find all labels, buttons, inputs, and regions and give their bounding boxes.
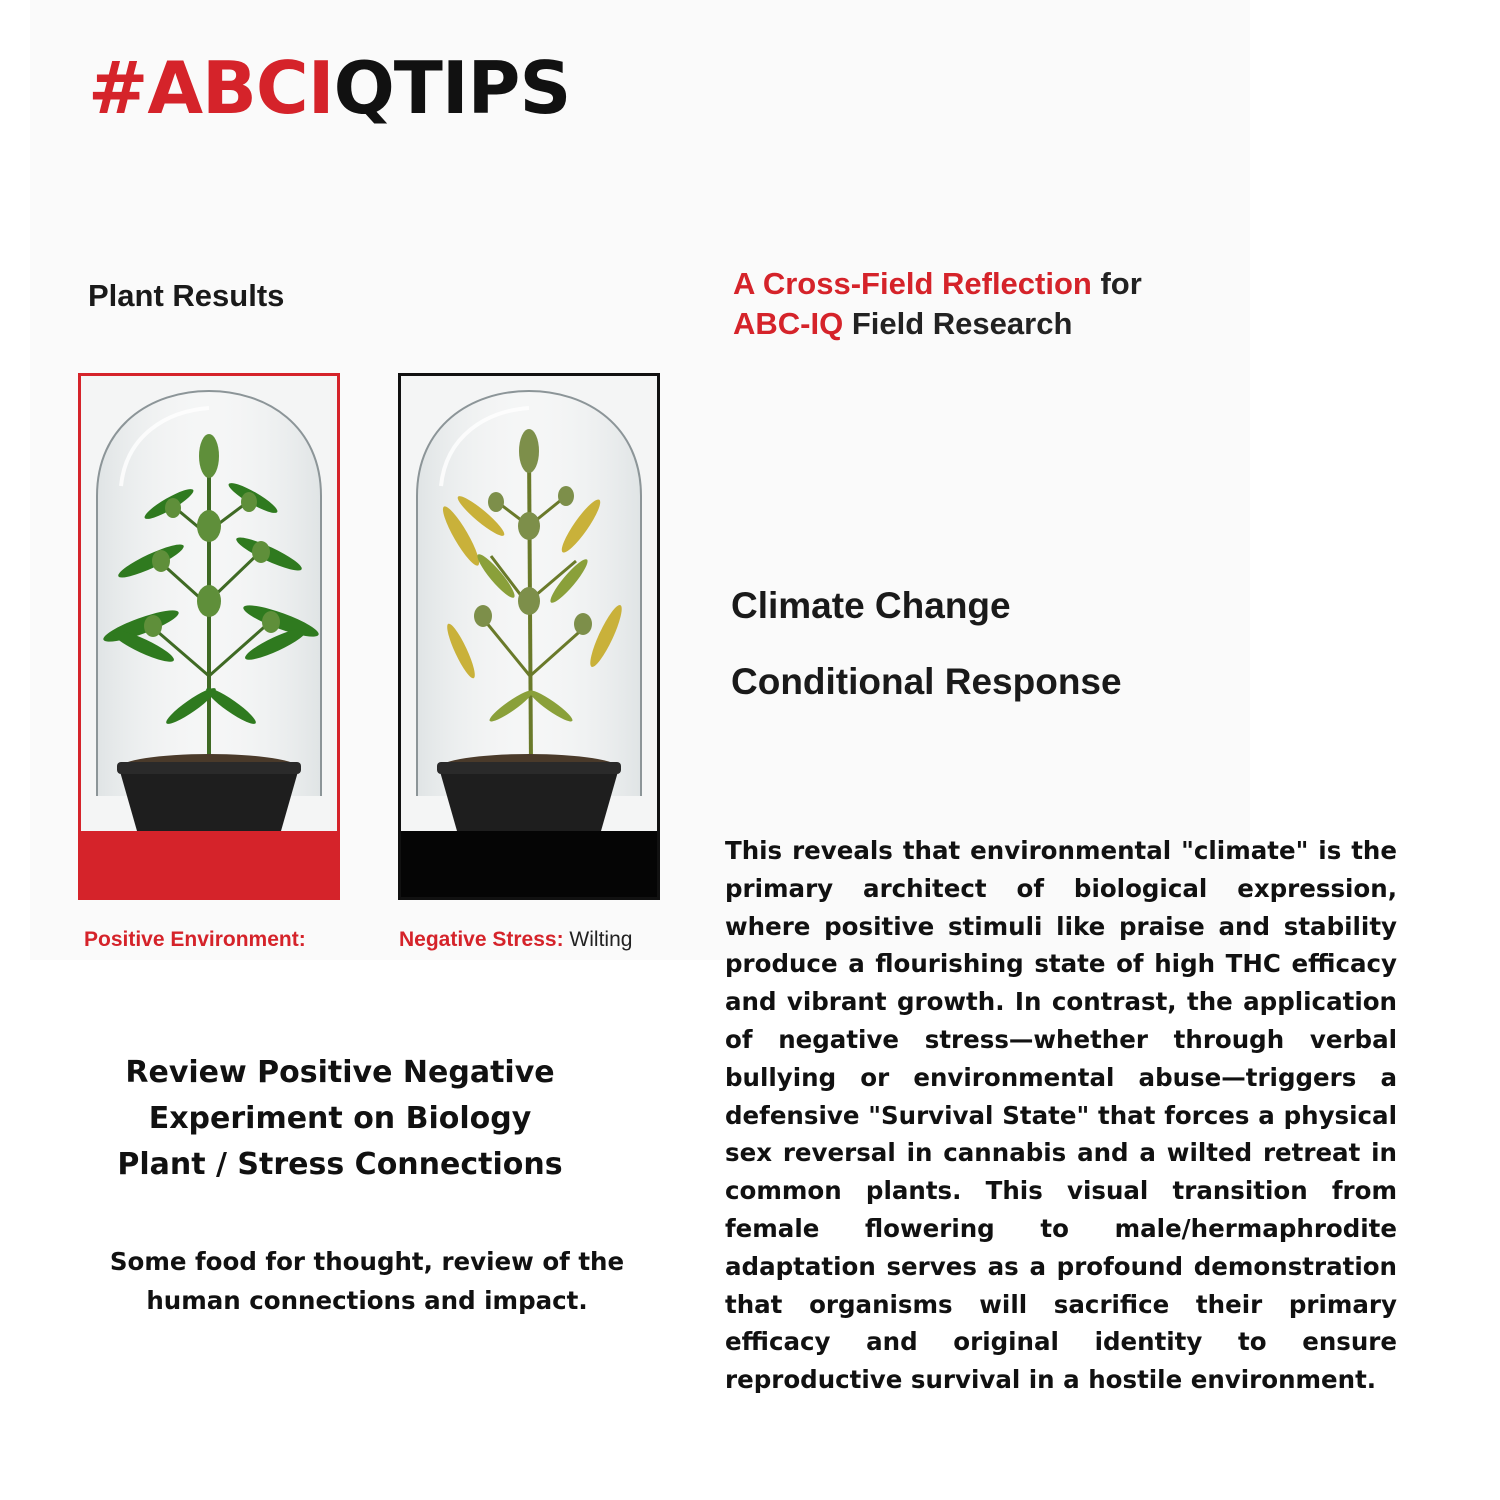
food-for-thought-text [100, 1242, 634, 1320]
review-line-1: Review Positive Negative [125, 1055, 555, 1090]
reflection-title [733, 264, 1142, 344]
review-line-3: Plant / Stress Connections [117, 1147, 563, 1182]
reflection-line2-rest: Field Research [843, 306, 1073, 341]
review-heading [90, 1050, 590, 1188]
negative-plant-card [398, 373, 660, 900]
reflection-line2-highlight: ABC-IQ [733, 306, 844, 341]
brand-prefix: #ABCI [88, 46, 334, 130]
positive-environment-caption: Positive Environment: [84, 928, 306, 951]
food-line-1: Some food for thought, review of the [109, 1247, 625, 1276]
conditional-response-heading: Conditional Response [731, 661, 1122, 702]
climate-change-heading: Climate Change [731, 585, 1011, 626]
brand-hashtag [88, 46, 571, 130]
healthy-plant-illustration [81, 376, 337, 897]
review-line-2: Experiment on Biology [148, 1101, 532, 1136]
reflection-line1-rest: for [1091, 266, 1142, 301]
reflection-line1-highlight: A Cross-Field Reflection [733, 266, 1092, 301]
negative-stress-caption [399, 928, 632, 952]
brand-suffix: QTIPS [333, 46, 571, 130]
negative-stress-label: Negative Stress: [399, 928, 564, 951]
negative-stress-value: Wilting [563, 928, 633, 951]
body-paragraph: This reveals that environmental "climate" is the primary architect of biological expression, where positive stimuli like praise and stability produce a flourishing state of high THC efficacy and vibrant growth. In contrast, the application of negative stress—whether through verbal bullying or environmental abuse—triggers a defensive "Survival State" that forces a physical sex reversal in cannabis and a wilted retreat in common plants. This visual transition from female flowering to male/hermaphrodite adaptation serves as a profound demonstration that organisms will sacrifice their primary efficacy and original identity to ensure reproductive survival in a hostile environment. [725, 836, 1397, 1395]
positive-plant-card [78, 373, 340, 900]
food-line-2: human connections and impact. [146, 1286, 588, 1315]
wilting-plant-illustration [401, 376, 657, 897]
plant-results-label: Plant Results [88, 278, 285, 313]
